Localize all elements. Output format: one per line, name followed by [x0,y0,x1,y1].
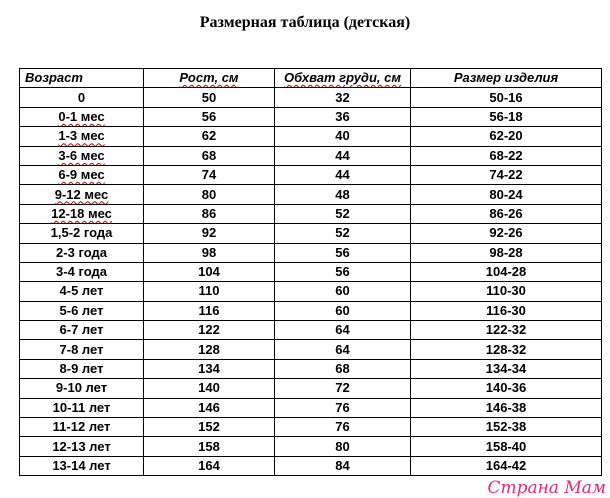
cell-height [144,340,275,359]
header-size: Размер изделия [411,69,602,88]
cell-height-text: 152 [198,419,220,435]
cell-age-text: 6-7 лет [59,322,104,338]
cell-height [144,107,275,126]
cell-height [144,88,275,107]
cell-age [20,262,144,281]
cell-age [20,398,144,417]
cell-age [20,437,144,456]
cell-height [144,398,275,417]
cell-height-text: 86 [201,205,217,221]
cell-chest [275,185,411,204]
cell-age [20,165,144,184]
table-body [20,88,602,476]
table-row [20,262,602,281]
cell-size [411,340,602,359]
cell-chest-text: 64 [335,341,350,357]
cell-height [144,359,275,378]
cell-height [144,379,275,398]
cell-size-text: 134-34 [485,361,527,377]
cell-chest-text: 40 [335,128,350,144]
cell-size-text: 92-26 [489,225,523,241]
cell-size-text: 146-38 [485,399,527,415]
cell-age [20,301,144,320]
cell-size-text: 140-36 [485,380,527,396]
cell-height [144,127,275,146]
cell-height [144,146,275,165]
cell-height [144,185,275,204]
cell-age [20,359,144,378]
table-row [20,146,602,165]
cell-age-text: 9-10 лет [55,380,108,396]
cell-size [411,146,602,165]
cell-height [144,418,275,437]
cell-height [144,321,275,340]
cell-height [144,437,275,456]
cell-size-text: 104-28 [485,264,527,280]
cell-chest-text: 72 [335,380,350,396]
cell-age-text: 6-9 мес [58,167,105,183]
cell-chest [275,88,411,107]
cell-chest [275,359,411,378]
header-height [144,69,275,88]
cell-size [411,165,602,184]
cell-height [144,224,275,243]
cell-height-text: 104 [198,264,220,280]
cell-chest-text: 76 [335,399,350,415]
cell-chest-text: 60 [335,283,350,299]
cell-size [411,456,602,475]
watermark-logo: Страна Мам [487,478,606,498]
cell-height-text: 140 [198,380,220,396]
cell-size-text: 110-30 [486,283,526,299]
cell-age [20,379,144,398]
header-height-label: Рост, см [179,70,239,86]
cell-age-text: 3-4 года [56,264,107,280]
cell-chest-text: 60 [335,302,350,318]
table-row [20,127,602,146]
cell-height-text: 122 [198,322,220,338]
cell-height-text: 56 [201,108,217,124]
cell-height-text: 98 [201,244,217,260]
table-row [20,301,602,320]
cell-size [411,243,602,262]
table-row [20,107,602,126]
table-row [20,359,602,378]
cell-age-text: 2-3 года [56,244,107,260]
cell-size-text: 152-38 [485,419,527,435]
cell-height [144,456,275,475]
header-chest [275,69,411,88]
table-row [20,88,602,107]
size-table [19,68,602,476]
cell-age-text: 12-13 лет [52,438,111,454]
cell-size [411,107,602,126]
cell-age [20,243,144,262]
cell-chest [275,437,411,456]
cell-height-text: 110 [198,283,220,299]
cell-age-text: 4-5 лет [59,283,104,299]
cell-age-text: 11-12 лет [52,419,111,435]
table-row [20,204,602,223]
cell-chest-text: 56 [335,264,350,280]
cell-chest [275,282,411,301]
cell-chest [275,418,411,437]
cell-chest [275,127,411,146]
cell-age-text: 8-9 лет [59,361,104,377]
cell-chest-text: 32 [335,89,350,105]
table-row [20,282,602,301]
cell-chest [275,379,411,398]
table-row [20,321,602,340]
cell-age [20,282,144,301]
cell-height-text: 128 [198,341,220,357]
cell-height-text: 74 [201,167,217,183]
cell-age [20,224,144,243]
cell-age-text: 9-12 мес [54,186,109,202]
page-title: Размерная таблица (детская) [199,14,411,31]
cell-chest-text: 68 [335,361,350,377]
cell-height-text: 92 [201,225,217,241]
cell-chest-text: 64 [335,322,350,338]
cell-height-text: 146 [198,399,220,415]
cell-height-text: 134 [198,361,220,377]
cell-size-text: 98-28 [489,244,523,260]
cell-height-text: 80 [201,186,217,202]
cell-size [411,224,602,243]
cell-age [20,107,144,126]
cell-age-text: 7-8 лет [59,341,104,357]
cell-size [411,437,602,456]
cell-size-text: 158-40 [485,438,527,454]
cell-age-text: 5-6 лет [59,302,104,318]
cell-chest [275,146,411,165]
header-chest-label: Обхват груди, см [284,70,401,86]
cell-height [144,282,275,301]
cell-chest-text: 52 [335,225,350,241]
cell-height-text: 116 [198,302,220,318]
cell-size [411,185,602,204]
table-row [20,398,602,417]
table-row [20,437,602,456]
cell-chest-text: 84 [335,458,350,473]
cell-size-text: 50-16 [489,89,523,105]
cell-chest-text: 52 [335,205,350,221]
cell-chest [275,243,411,262]
cell-height [144,243,275,262]
cell-age [20,146,144,165]
cell-age [20,340,144,359]
cell-chest [275,204,411,223]
cell-size-text: 62-20 [489,128,523,144]
cell-chest [275,301,411,320]
cell-size [411,282,602,301]
cell-chest [275,224,411,243]
cell-chest-text: 48 [335,186,350,202]
cell-height-text: 68 [201,147,217,163]
table-row [20,340,602,359]
cell-chest-text: 36 [335,108,350,124]
cell-chest-text: 44 [335,167,350,183]
cell-age [20,185,144,204]
cell-chest-text: 44 [335,147,350,163]
table-header-row [20,69,602,88]
cell-chest [275,398,411,417]
cell-size [411,359,602,378]
cell-size [411,127,602,146]
table-row [20,185,602,204]
cell-size [411,398,602,417]
cell-chest [275,456,411,475]
cell-size [411,418,602,437]
cell-age [20,204,144,223]
cell-size-text: 128-32 [485,341,527,357]
cell-age [20,127,144,146]
table-row [20,456,602,475]
table-row [20,243,602,262]
cell-height [144,165,275,184]
cell-chest [275,340,411,359]
cell-height-text: 50 [201,89,217,105]
cell-size-text: 122-32 [485,322,527,338]
cell-chest [275,107,411,126]
cell-height-text: 158 [198,438,220,454]
cell-age-text: 1,5-2 года [50,225,113,241]
cell-height [144,204,275,223]
cell-size-text: 116-30 [486,302,526,318]
cell-chest-text: 80 [335,438,350,454]
cell-height [144,301,275,320]
cell-size-text: 164-42 [485,458,527,473]
cell-size-text: 56-18 [489,108,523,124]
cell-chest [275,321,411,340]
cell-size [411,379,602,398]
cell-age-text: 0 [77,89,86,105]
cell-size-text: 80-24 [489,186,523,202]
cell-age-text: 1-3 мес [58,128,105,144]
cell-size-text: 68-22 [489,147,523,163]
cell-age [20,88,144,107]
cell-chest [275,165,411,184]
cell-age-text: 3-6 мес [58,147,105,163]
cell-age [20,418,144,437]
cell-size-text: 86-26 [489,205,523,221]
cell-chest [275,262,411,281]
cell-age [20,456,144,475]
cell-age-text: 10-11 лет [52,399,111,415]
cell-size [411,88,602,107]
header-age: Возраст [20,69,144,88]
cell-height-text: 164 [198,458,220,473]
cell-size [411,262,602,281]
cell-size [411,301,602,320]
cell-size [411,321,602,340]
cell-height-text: 62 [201,128,217,144]
cell-chest-text: 76 [335,419,350,435]
table-row [20,165,602,184]
cell-age-text: 12-18 мес [51,205,112,221]
table-row [20,379,602,398]
table-row [20,224,602,243]
cell-height [144,262,275,281]
cell-size [411,204,602,223]
cell-chest-text: 56 [335,244,350,260]
cell-age-text: 0-1 мес [58,108,105,124]
cell-size-text: 74-22 [489,167,523,183]
cell-age [20,321,144,340]
table-row [20,418,602,437]
cell-age-text: 13-14 лет [52,458,111,473]
